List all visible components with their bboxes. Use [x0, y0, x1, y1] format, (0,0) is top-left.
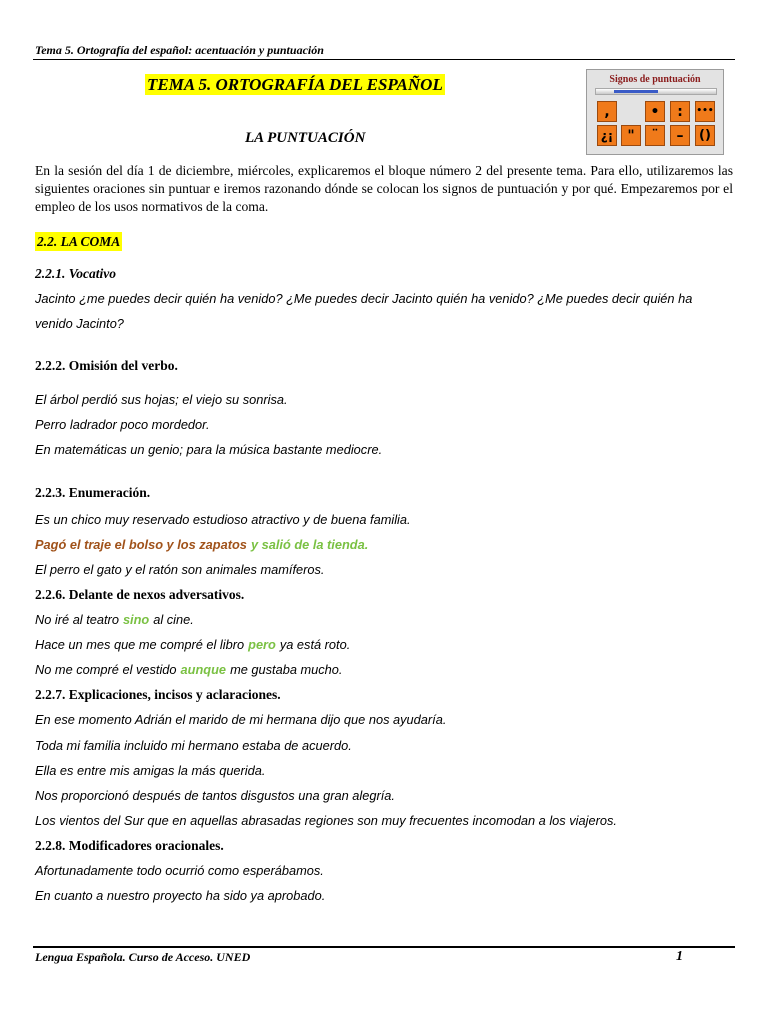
keyword-pero: pero	[248, 637, 276, 652]
example-line: Ella es entre mis amigas la más querida.	[35, 763, 266, 778]
example-line: El árbol perdió sus hojas; el viejo su sonrisa.	[35, 392, 288, 407]
punctuation-signs-image	[586, 69, 724, 155]
example-line: En matemáticas un genio; para la música bastante mediocre.	[35, 442, 383, 457]
highlighted-green-text: y salió de la tienda.	[250, 537, 369, 552]
example-line: En cuanto a nuestro proyecto ha sido ya aprobado.	[35, 888, 326, 903]
example-line: Nos proporcionó después de tantos disgustos una gran alegría.	[35, 788, 395, 803]
example-line: venido Jacinto?	[35, 316, 124, 331]
keyword-aunque: aunque	[180, 662, 227, 677]
example-line: Toda mi familia incluido mi hermano estaba de acuerdo.	[35, 738, 352, 753]
example-line: Afortunadamente todo ocurrió como esperábamos.	[35, 863, 324, 878]
example-line: Jacinto ¿me puedes decir quién ha venido? ¿Me puedes decir Jacinto quién ha venido? ¿Me puedes decir quién ha	[35, 291, 693, 306]
image-toolbar-strip	[595, 88, 717, 95]
page-title: TEMA 5. ORTOGRAFÍA DEL ESPAÑOL	[147, 75, 443, 94]
header-rule	[33, 59, 735, 60]
heading-explicaciones-incisos: 2.2.7. Explicaciones, incisos y aclaraciones.	[35, 687, 281, 702]
punctuation-image-caption: Signos de puntuación	[609, 74, 701, 85]
example-line-highlighted	[35, 537, 368, 552]
running-header: Tema 5. Ortografía del español: acentuación y puntuación	[35, 43, 324, 57]
ellipsis-key-icon: •••	[695, 101, 715, 122]
parentheses-key-icon: ()	[695, 125, 715, 146]
example-line: El perro el gato y el ratón son animales mamíferos.	[35, 562, 325, 577]
heading-vocativo: 2.2.1. Vocativo	[35, 266, 116, 281]
heading-omision-verbo: 2.2.2. Omisión del verbo.	[35, 358, 178, 373]
footer-rule	[33, 946, 735, 948]
intro-paragraph: En la sesión del día 1 de diciembre, miércoles, explicaremos el bloque número 2 del presente tema. Para ello, utilizaremos las siguientes oraciones sin puntuar e iremos razonando dónde se colocan los signos de puntuación y por qué. Empezaremos por el empleo de los usos normativos de la coma.	[35, 163, 733, 214]
heading-enumeracion: 2.2.3. Enumeración.	[35, 485, 151, 500]
dash-key-icon: –	[670, 125, 690, 146]
quotes-key-icon: "	[621, 125, 641, 146]
period-key-icon: •	[645, 101, 665, 122]
example-line: No iré al teatro sino al cine.	[35, 612, 194, 627]
highlighted-orange-text: Pagó el traje el bolso y los zapatos	[35, 537, 247, 552]
example-line: Los vientos del Sur que en aquellas abrasadas regiones son muy frecuentes incomodan a los viajeros.	[35, 813, 617, 828]
example-line: Es un chico muy reservado estudioso atractivo y de buena familia.	[35, 512, 411, 527]
section-heading-coma: 2.2. LA COMA	[37, 234, 121, 249]
example-line: Hace un mes que me compré el libro pero ya está roto.	[35, 637, 351, 652]
colon-key-icon: :	[670, 101, 690, 122]
question-exclamation-key-icon: ¿¡	[597, 125, 617, 146]
dieresis-key-icon: ¨	[645, 125, 665, 146]
comma-key-icon: ,	[597, 101, 617, 122]
page-number: 1	[676, 949, 683, 964]
heading-modificadores-oracionales: 2.2.8. Modificadores oracionales.	[35, 838, 224, 853]
keyword-sino: sino	[122, 612, 150, 627]
example-line: No me compré el vestido aunque me gustaba mucho.	[35, 662, 343, 677]
heading-nexos-adversativos: 2.2.6. Delante de nexos adversativos.	[35, 587, 245, 602]
page-subtitle: LA PUNTUACIÓN	[245, 130, 366, 146]
example-line: En ese momento Adrián el marido de mi hermana dijo que nos ayudaría.	[35, 712, 447, 727]
example-line: Perro ladrador poco mordedor.	[35, 417, 210, 432]
footer-course-label: Lengua Española. Curso de Acceso. UNED	[35, 950, 251, 964]
